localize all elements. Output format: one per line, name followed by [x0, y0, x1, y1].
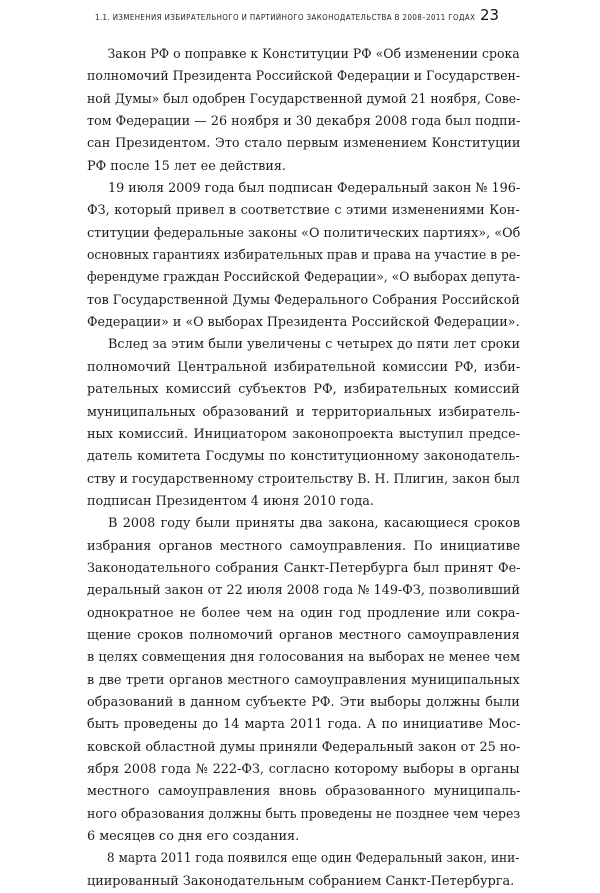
text-line: ферендуме граждан Российской Федерации», «О выборах депута- [87, 270, 521, 286]
text-line: РФ после 15 лет ее действия. [87, 158, 286, 174]
text-line: однократное не более чем на один год продление или сокра- [87, 605, 520, 621]
paragraph [87, 44, 520, 178]
text-line: 19 июля 2009 года был подписан Федеральный закон № 196- [107, 181, 521, 197]
text-line: ября 2008 года № 222-ФЗ, согласно которому выборы в органы [87, 762, 520, 777]
text-line: циированный Законодательным собранием Санкт-Петербурга. [87, 873, 515, 889]
text-line: образований в данном субъекте РФ. Эти выборы должны были [87, 694, 520, 710]
text-line: ных комиссий. Инициатором законопроекта выступил предсе- [87, 426, 520, 442]
text-line: тов Государственной Думы Федерального Собрания Российской [87, 292, 520, 308]
running-head: 1.1. ИЗМЕНЕНИЯ ИЗБИРАТЕЛЬНОГО И ПАРТИЙНОГО ЗАКОНОДАТЕЛЬСТВА В 2008–2011 ГОДАХ [95, 13, 476, 22]
paragraph [87, 848, 520, 893]
text-line: В 2008 году были приняты два закона, касающиеся сроков [108, 516, 521, 532]
text-line: избрания органов местного самоуправления. По инициативе [87, 538, 521, 554]
text-line: муниципальных образований и территориальных избиратель- [87, 404, 520, 420]
text-line: местного самоуправления вновь образованного муниципаль- [87, 784, 521, 800]
text-line: ституции федеральные законы «О политических партиях», «Об [87, 225, 521, 241]
text-line: ного образования должны быть проведены не позднее чем через [87, 806, 521, 822]
text-line: в две трети органов местного самоуправления муниципальных [87, 672, 520, 688]
text-line: ной Думы» был одобрен Государственной думой 21 ноября, Сове- [87, 91, 521, 107]
text-line: щение сроков полномочий органов местного самоуправления [87, 627, 520, 643]
text-line: 6 месяцев со дня его создания. [87, 829, 300, 845]
text-line: Закон РФ о поправке к Конституции РФ «Об изменении срока [107, 47, 520, 62]
paragraph [87, 513, 520, 848]
text-line: ковской областной думы приняли Федеральный закон от 25 но- [87, 739, 521, 755]
text-line: Федерации» и «О выборах Президента Российской Федерации». [87, 315, 520, 331]
text-line: ФЗ, который привел в соответствие с этими изменениями Кон- [87, 203, 520, 219]
page-number: 23 [480, 6, 500, 24]
text-line: датель комитета Госдумы по конституционному законодатель- [87, 449, 520, 465]
text-line: в целях совмещения дня голосования на выборах не менее чем [87, 650, 521, 666]
text-line: Законодательного собрания Санкт-Петербурга был принят Фе- [87, 560, 521, 576]
body-text [87, 44, 520, 893]
text-line: полномочий Президента Российской Федерации и Государствен- [87, 69, 521, 85]
text-line: подписан Президентом 4 июня 2010 года. [87, 493, 374, 509]
text-line: Вслед за этим были увеличены с четырех до пяти лет сроки [108, 337, 521, 353]
text-line: деральный закон от 22 июля 2008 года № 149-ФЗ, позволивший [87, 583, 520, 599]
text-line: ству и государственному строительству В. Н. Плигин, закон был [87, 471, 520, 487]
text-line: рательных комиссий субъектов РФ, избирательных комиссий [87, 382, 520, 398]
text-line: полномочий Центральной избирательной комиссии РФ, изби- [87, 359, 521, 375]
text-line: том Федерации — 26 ноября и 30 декабря 2008 года был подпи- [87, 114, 521, 130]
paragraph [87, 334, 520, 513]
paragraph [87, 178, 520, 334]
text-line: сан Президентом. Это стало первым изменением Конституции [87, 136, 521, 152]
text-line: основных гарантиях избирательных прав и права на участие в ре- [87, 248, 521, 264]
text-line: 8 марта 2011 года появился еще один Федеральный закон, ини- [106, 851, 520, 867]
text-line: быть проведены до 14 марта 2011 года. А по инициативе Мос- [87, 717, 521, 733]
